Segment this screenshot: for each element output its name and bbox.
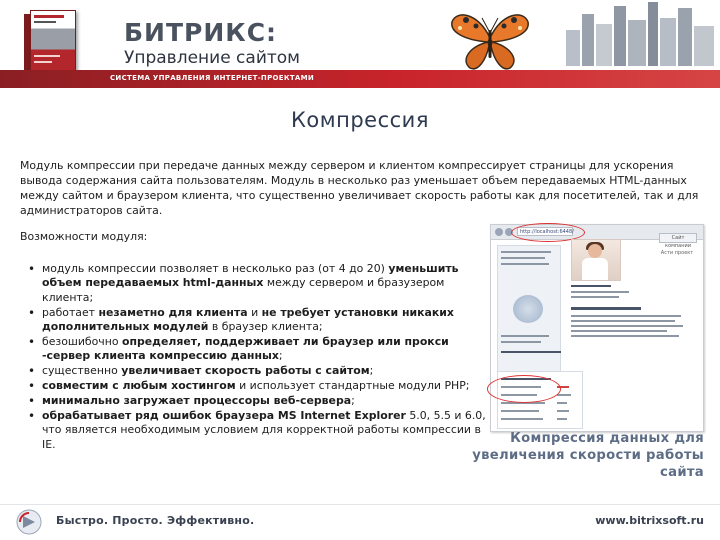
- footer-divider: [0, 504, 720, 505]
- feature-bold-text: незаметно для клиента: [98, 305, 248, 319]
- feature-text: модуль компрессии позволяет в несколько раз (от 4 до 20): [42, 262, 389, 275]
- feature-item: [20, 335, 490, 364]
- footer-slogan: Быстро. Просто. Эффективно.: [56, 514, 255, 527]
- feature-item: [20, 306, 490, 335]
- product-box-front: [30, 10, 76, 74]
- feature-text: в браузер клиента;: [208, 320, 323, 334]
- butterfly-icon: [448, 8, 532, 74]
- bullet-icon: •: [28, 394, 36, 409]
- feature-text: работает: [42, 305, 99, 319]
- header-tagline: СИСТЕМА УПРАВЛЕНИЯ ИНТЕРНЕТ-ПРОЕКТАМИ: [110, 74, 315, 82]
- header: [0, 0, 720, 92]
- screenshot-caption: Компрессия данных для увеличения скорости работы сайта: [472, 431, 704, 480]
- page-title: Компрессия: [291, 108, 429, 132]
- features-list: [20, 262, 490, 453]
- feature-bold-text: не требует установки никаких дополнительных модулей: [42, 305, 454, 334]
- feature-bold-text: совместим с любым хостингом: [42, 379, 236, 393]
- highlight-circle-bottom: [487, 375, 561, 403]
- feature-bold-text: минимально загружает процессоры веб-сервера: [42, 394, 352, 408]
- bullet-icon: •: [28, 364, 36, 379]
- browser-url: http://localhost:6448/: [517, 227, 573, 236]
- bullet-icon: •: [28, 409, 36, 424]
- feature-item: [20, 409, 490, 452]
- screenshot-link: Асти проект: [660, 250, 694, 256]
- screenshot-status-line: [501, 351, 561, 353]
- product-box-image: [22, 6, 80, 76]
- feature-bold-text: увеличивает скорость работы с сайтом: [121, 364, 370, 378]
- feature-item: [20, 379, 490, 393]
- bullet-icon: •: [28, 305, 36, 320]
- intro-paragraph: Модуль компрессии при передаче данных между сервером и клиентом компрессирует страницы для ускорения вывода содержания сайта пользователям. Модуль в несколько раз уменьшает объем передаваемых HTML-данных между сайтом и браузером клиента, что существенно увеличивает скорость работы как для посетителей, так и для администраторов сайта.: [20, 159, 699, 217]
- feature-text: существенно: [42, 364, 122, 378]
- feature-bold-text: обрабатывает ряд ошибок браузера MS Internet Explorer: [42, 409, 406, 423]
- bullet-icon: •: [28, 335, 36, 350]
- feature-text: ;: [278, 349, 283, 363]
- feature-bold-text: уменьшить объем передаваемых html-данных: [42, 262, 459, 290]
- screenshot-site-button: Сайт компании: [659, 233, 697, 243]
- feature-text: безошибочно: [42, 335, 122, 349]
- header-red-bar: [0, 70, 720, 88]
- feature-text: ;: [351, 394, 355, 408]
- bullet-icon: •: [28, 379, 36, 394]
- footer-site-link[interactable]: www.bitrixsoft.ru: [595, 514, 704, 527]
- feature-item: [20, 262, 490, 305]
- capabilities-heading: Возможности модуля:: [20, 230, 148, 243]
- brand-title: БИТРИКС:: [124, 18, 278, 47]
- feature-text: и использует стандартные модули PHP;: [235, 379, 470, 393]
- back-icon: [495, 228, 503, 236]
- brand-subtitle: Управление сайтом: [124, 48, 300, 68]
- feature-text: и: [247, 305, 262, 319]
- feature-item: [20, 364, 490, 378]
- screenshot-heading: [571, 307, 641, 310]
- bullet-icon: •: [28, 262, 36, 276]
- feature-text: 5.0, 5.5 и 6.0, что является необходимым условием для корректной работы компрессии в IE.: [42, 409, 486, 451]
- screenshot-person-image: [571, 239, 621, 281]
- feature-item: [20, 394, 490, 408]
- city-skyline-image: [560, 0, 720, 66]
- feature-text: ;: [369, 364, 374, 378]
- browser-screenshot: [490, 224, 704, 432]
- bitrix-logo-icon: [14, 508, 44, 536]
- feature-text: между сервером и бразузером клиента;: [42, 276, 445, 304]
- feature-bold-text: определяет, поддерживает ли браузер или прокси -сервер клиента компрессию данных: [42, 335, 449, 363]
- screenshot-watermark-logo: [513, 295, 543, 323]
